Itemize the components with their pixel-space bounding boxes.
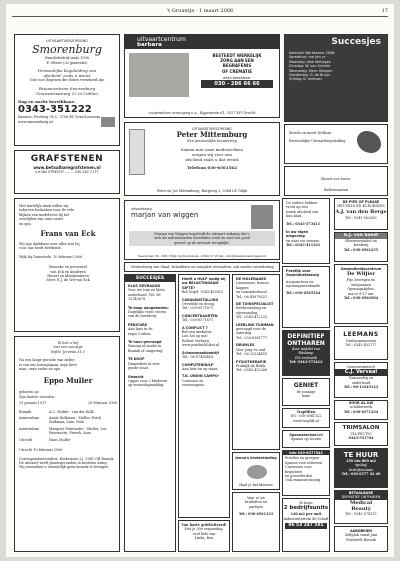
- molenaar-body: Tel.: 0343-412233: [236, 315, 268, 320]
- hulp-body: Aan huis en op maat.: [182, 366, 219, 371]
- marjan-line: Marjan van Wiggen begeleidt de uitvaart zodanig dat u: [154, 232, 250, 236]
- tehuur-line: bedrijfsruimte: [348, 467, 374, 472]
- bedrijfsunits-ad: [282, 498, 330, 552]
- succesje-body: onderhoud. Tel: 06-12345678: [128, 292, 162, 302]
- vlinder-line: Persoonlijke Uitvaartbegeleiding: [289, 139, 346, 143]
- overlijden-date-left: 31 januari 1917: [19, 401, 47, 406]
- verse-line: Ik heb u lief: [57, 341, 79, 345]
- houten-title: VOOR AL UW: [348, 401, 374, 405]
- kletsje-ad: [232, 492, 280, 552]
- succesjes-body: Spreekuur: ma t/m vr: [289, 55, 326, 60]
- vervaal-line: onderhoud: [351, 380, 371, 385]
- tehuur-ad: [334, 448, 388, 488]
- family-names: Annie Kolkman - Muller; Erich Kolkman; Sam, Nola: [49, 416, 102, 425]
- uitvaart-kort-line: en naar uw wensen: [286, 238, 320, 243]
- gezondheidscentrum-line: ontspannen: [350, 282, 372, 287]
- info-spaanse-ad: [282, 450, 330, 496]
- ballonvaarten-line: Ballonvaarten: [323, 188, 349, 192]
- barbara-phone: 030 - 286 66 66: [201, 80, 273, 88]
- succesjes-body: Dinsdag: W. van Schalm: [289, 64, 330, 69]
- barbara-badge: altijd bereikbaar: [223, 75, 251, 80]
- barbara-brand: uitvaartcentrum: [137, 36, 186, 43]
- vervaal-line: Tel.: 06-12345123: [343, 385, 379, 390]
- mittemburg-sub: Een persoonlijke benadering: [187, 139, 237, 144]
- succesje-body: goede staat.: [128, 366, 150, 371]
- soest-line: Bloemenwinkel en: [345, 239, 377, 243]
- molenaar-body: gevraagd voor de: [236, 327, 267, 332]
- marjan-line: gevoel op de uitvaart terugkijkt.: [174, 240, 230, 245]
- vervaal-ad: [334, 362, 388, 398]
- betaalbare-line: Beauty: [351, 505, 371, 512]
- utrechtse-text: Uitvaartzorg van Staal: betaalbare en complete uitvaarten, ook zonder verzekering: [130, 265, 274, 269]
- hulp-body: Schoonmaakbedrijf: [182, 350, 219, 355]
- tehuur-line: Tel.: 030 6577 42 49: [341, 472, 381, 477]
- dank-line: Wij zijn dankbaar voor alles wat hij: [19, 242, 80, 247]
- mittemburg-brand: UITVAARTVERZORGING: [192, 127, 232, 131]
- marjan-name: marjan van wiggen: [131, 211, 199, 220]
- newspaper-page: [6, 4, 394, 557]
- overlijden-line: Zijn laatste woorden: [19, 394, 55, 399]
- mittemburg-phone: Telefoon 030-6561562: [187, 165, 237, 171]
- bedrijfsunits-name: Industrieterrein de Schaft: [283, 516, 329, 521]
- family-city: Bunnik: [19, 409, 32, 414]
- hulp-body: Bel Zegel: 0343-455912: [182, 290, 224, 295]
- aardbeien-line: Fruitteelt Bunnik: [346, 537, 376, 542]
- vlinder-ad: [284, 124, 388, 164]
- page-header: [12, 7, 388, 17]
- hulp-heading: Heeft u HULP nodig bij uw BELASTINGAAN-GIFTE?: [182, 277, 226, 290]
- succesje-title: PEDICURE: [128, 322, 148, 327]
- houten-line: Tel.: 030-6371234: [343, 409, 379, 414]
- lift-ad: [282, 408, 330, 428]
- molenaar-body: Tel.: 06-45678321: [236, 294, 268, 299]
- grafstenen-title: GRAFSTENEN: [30, 154, 104, 164]
- molenaar-body: Sierbestrating en: [236, 306, 267, 311]
- felicitatie-line: Linda, Ron: [194, 536, 214, 541]
- molenaar-heading: DE MOLENAARS: [236, 277, 267, 281]
- tehuur-line: opslag/: [354, 463, 368, 468]
- mittemburg-line: afscheid zoals u dat wenst: [185, 157, 239, 163]
- dank-heading: Frans van Eck: [40, 229, 96, 239]
- felicitatie-line: Van harte gefeliciteerd!: [181, 523, 227, 527]
- succesje-body: Bunnik of omgeving.: [128, 348, 164, 353]
- succesjes-title: Succesjes: [331, 37, 381, 47]
- hulp-body: T.K. UNION CAMPO-: [182, 374, 220, 379]
- mittemburg-name: Peter Mittemburg: [176, 130, 248, 140]
- definitief-line: Tel: 0343-573412: [289, 360, 323, 365]
- grafstenen-ad: [14, 150, 120, 194]
- gezondheidscentrum-line: Fijn bewegen en: [346, 278, 376, 283]
- succesje-body: op woensdagmiddag.: [128, 383, 165, 388]
- verse-line: liefde. Jeremia 31:3: [51, 349, 85, 354]
- molenaar-body: FYSIOTHERAPIE: [236, 359, 267, 364]
- succesje-title: TE KOOP: [128, 357, 145, 362]
- bedrijfsunits-title: Te koop:: [299, 501, 313, 505]
- hulp-body: A CONFLICT ?: [182, 325, 208, 330]
- definitief-line: door middel van: [292, 347, 320, 351]
- overlijden-heading: Eppo Muller: [43, 376, 93, 386]
- barbara-line: ZORG AAN EEN: [220, 58, 254, 64]
- soest-line: Tel.: 030-6561255: [343, 247, 379, 252]
- overlijden-line: Utrecht 10 februari 2006: [19, 448, 63, 453]
- dank-line: Fenneke en personeel: [49, 265, 87, 270]
- mittemburg-line: Samen met onze medewerkers: [180, 146, 244, 152]
- succesjes-body: Vrijdag: B. Vermeer: [289, 77, 323, 82]
- molenaar-body: Praktijk de Brink: [236, 363, 266, 368]
- molenaar-body: DE TUINSPECIALIST: [236, 302, 274, 307]
- ballonvaarten-ad: [284, 188, 388, 196]
- betaalbare-title: BETAALBARE: [335, 491, 387, 495]
- family-names: Hans Muller: [49, 437, 71, 442]
- mittemburg-line: zorgen wij voor een: [192, 152, 232, 158]
- vervaal-name: C.J. Vervaal: [335, 369, 387, 376]
- leemans-title: LEEMANS: [343, 331, 379, 338]
- lift-line: Trapliften: [296, 410, 316, 414]
- trimsalon-ad: [334, 422, 388, 446]
- info-spaanse-title: info 030-6377543: [283, 451, 329, 455]
- smorenburg-brand: UITVAARTVERZORGING: [46, 39, 88, 43]
- kletsje-line: partijen: [249, 504, 263, 509]
- succesjes-body: Maandag: Joke Verhagen: [289, 59, 332, 64]
- molenaar-body: Tel.: 0343-452266: [236, 368, 268, 373]
- smorenburg-line: Ook voor degenen die elders verzekerd zijn: [29, 78, 105, 83]
- hulp-body: Tel.: 030-6571871: [182, 318, 214, 323]
- gezondheidscentrum-ad: [334, 264, 388, 324]
- hulp-body: Overdekt en droog.: [182, 302, 216, 307]
- marjan-photo: [251, 205, 273, 229]
- mittemburg-ad: [124, 122, 280, 196]
- barbara-photo: [129, 53, 189, 97]
- smorenburg-web: www.smorenburg.nl: [18, 119, 53, 124]
- family-names: A.C. Muller - van der Kolk: [49, 409, 94, 414]
- kletsje-heading: Voor al uw: [247, 496, 265, 500]
- bedrijfsunits-tel: 06 53 247 581: [285, 523, 327, 529]
- hulp-body: www.juridischloket.nl: [182, 343, 220, 348]
- kletsje-line: bruiloften en: [244, 500, 268, 505]
- info-spaanse-line: Ook examentraining.: [285, 478, 322, 483]
- lift-line: Tel.: 030-6561122: [290, 414, 322, 419]
- spaanse-title: Spaanseschool.nl: [289, 433, 323, 437]
- smorenburg-line: Bruuncentrum Smorenburg: [38, 85, 96, 91]
- aardbeien-title: AARDBEIEN: [350, 529, 372, 533]
- smorenburg-name: Smorenburg: [32, 43, 102, 57]
- smorenburg-phone: 0343-351222: [18, 104, 92, 116]
- betaalbare-sub: DEFINITIEF ONTHAREN: [335, 495, 387, 499]
- leemans-line: Tel.: 0343-452777: [345, 343, 377, 348]
- molenaar-body: en tuinonderhoud.: [236, 290, 268, 295]
- overlijden-text: is van ons heengegaan, mijn lieve: [19, 362, 77, 367]
- trimsalon-title: TRIMSALON: [342, 425, 380, 431]
- definitief-ad: [282, 330, 330, 376]
- dank-line: Mevr. E.J. de Wit-van Eck: [46, 278, 90, 283]
- overlijden-footer: Correspondentieadres: Kerkstraat 23, 3981 GB Bunnik: [19, 456, 114, 461]
- succesje-body: Voor uw tuin en klein: [128, 288, 165, 293]
- uitvaart-kort-line: Tel.: 0343-411221: [286, 243, 321, 248]
- hulp-body: COMPUTERHULP: [182, 362, 214, 367]
- dank-line: Hassel en kleinkinderen: [47, 274, 89, 279]
- dank-text: iedereen bedanken voor de vele: [19, 208, 75, 213]
- page-header-title: 't Gruuntje · 1 maart 2006: [166, 8, 234, 14]
- barbara-line: BESTEEDT WERKELIJK: [212, 53, 262, 58]
- succesje-title: KLUS GEVRAAGD: [128, 284, 161, 288]
- dank-text: en opa.: [19, 221, 32, 226]
- gezondheid-line: Tel.: 030-6565544: [286, 290, 321, 295]
- smorenburg-sub: Familiebedrijf sinds 1908: [45, 56, 89, 61]
- hulp-body: CARAVANSTALLING: [182, 297, 219, 302]
- spaanse-ad: [282, 430, 330, 448]
- succesje-body: Aan huis in de: [128, 327, 153, 332]
- hulp-body: Robert Verburg: [182, 338, 209, 343]
- succesjes-body: Kalender Werkkamer 2006:: [289, 51, 336, 55]
- marjan-footer: Veerstraat 36 - 3961 Wijk bij Duurstede - 0343-57 23 44 - info@marjanvanwiggen.nl: [137, 253, 267, 258]
- hulp-body: Lou hel op me!: [182, 334, 208, 339]
- felicitatie-ad: [178, 520, 230, 552]
- molenaar-body: LEERLING TUINMAN: [236, 322, 274, 327]
- molenaar-body: DRUMLES: [236, 343, 255, 348]
- uitvaart-kort-line: In uw eigen omgeving: [286, 230, 309, 239]
- barbara-line: OF CREMATIE: [222, 68, 252, 74]
- definitief-line: flitslamp: [298, 351, 314, 356]
- marjan-brand: uitvaartzorg: [131, 207, 152, 211]
- pompe-ad: [334, 198, 388, 230]
- aardbeien-ad: [334, 526, 388, 552]
- family-names: Margriet Paternotte - Muller; Luc Paternotte; Freerk, Sam: [49, 426, 107, 436]
- mirkel-line: Tel.: 0343-573411: [286, 221, 321, 226]
- grafstenen-sub: v.d Bol UTRECHT ........ 030-262 7177: [35, 170, 99, 175]
- family-city: Amsterdam: [19, 426, 39, 431]
- hulp-body: Bel een mediator: [182, 330, 212, 335]
- dankbetuiging-ad: [14, 198, 120, 332]
- pepers-ad: [232, 452, 280, 490]
- molenaar-body: Lentesnoei, bomen kappen: [236, 281, 269, 290]
- family-city: Utrecht: [19, 437, 33, 442]
- felicitatie-line: Met je 30e verjaardag,: [184, 527, 224, 532]
- kletsje-line: Tel.: 030-6561133: [238, 512, 274, 517]
- hulp-body: Caravans en vouwwagens.: [182, 378, 206, 388]
- molenaar-body: zaterdag.: [236, 331, 253, 336]
- leemans-ad: [334, 326, 388, 360]
- succesjes-col-heading: SUCCESJES: [125, 275, 175, 282]
- geniet-ad: [282, 378, 330, 406]
- dank-line: voor ons heeft betekend.: [19, 246, 62, 251]
- hulp-body: Tel.: 030-6571871: [182, 306, 214, 311]
- bedrijfsunits-sub: 140 m2 per unit: [290, 512, 322, 517]
- trimsalon-sub: VIA PECTIO: [350, 432, 372, 436]
- gezondheid-line: natuurgeneeskunde: [286, 284, 321, 289]
- molenaar-body: Tel.: 030-6561777: [236, 335, 268, 340]
- betaalbare-tel: Tel.: 0343-574115: [345, 511, 377, 516]
- succesje-body: van de boerderij.: [128, 314, 158, 319]
- lift-line: www.traplift.nl: [293, 418, 319, 423]
- geniet-line: de zonnige: [296, 390, 316, 394]
- steeds-line: Steeds een kaars.: [320, 177, 352, 181]
- gezondheidscentrum-title: Gezondheidscentrum: [340, 267, 382, 271]
- dank-text: Met hartelijk dank willen wij: [19, 204, 69, 208]
- dank-line: Wijk bij Duurstede, 10 februari 2006: [19, 254, 83, 259]
- vlinder-line: Moede en moed Welkom: [289, 131, 332, 135]
- pepers-line: Haal je het kleinste: [239, 482, 273, 487]
- gezondheidscentrum-line: Openingstijden:: [347, 287, 375, 292]
- barbara-banner: [125, 35, 280, 49]
- houten-ad: [334, 400, 388, 420]
- vervaal-title: Hoveniersbedrijf: [347, 365, 375, 369]
- betaalbare-line: Medical: [349, 499, 373, 506]
- pepers-title: Jenna's kinderkleding: [235, 456, 277, 460]
- info-spaanse-line: Spaans voor iedereen: [285, 460, 323, 465]
- tehuur-line: 150 t/m 800 m2: [345, 459, 377, 463]
- pompe-title: DE PIPE OF PLEASE: [342, 200, 380, 204]
- soest-line: kwekerij: [353, 243, 369, 248]
- succesje-body: regio Cothen.: [128, 331, 152, 336]
- smorenburg-address: Kantoor: Postweg 35 C, 3706 BV Zeist/Leersum: [18, 115, 100, 120]
- gezondheid-brand: Praktijk voor Gezondheidszorg: [286, 269, 319, 278]
- info-spaanse-line: Cursussen voor beginners: [285, 465, 312, 474]
- definitief-sub: ONTHAREN: [287, 340, 325, 347]
- hulp-column: [178, 274, 230, 518]
- mirkel-ad: [282, 198, 330, 264]
- overlijden-footer: De uitvaart heeft plaatsgevonden in besloten kring.: [19, 460, 108, 465]
- smorenburg-line: Gouwestraatweg 12 in Cothen: [36, 91, 98, 97]
- tehuur-title: TE HUUR: [343, 451, 379, 459]
- child-figure-icon: [247, 465, 267, 479]
- marjan-line: zich als nabestaanden betrokken voelt en met een goed: [154, 236, 250, 241]
- betaalbare-ad: [334, 490, 388, 524]
- smorenburg-logo-icon: [101, 117, 115, 127]
- mirkel-line: warm afscheid van hun kind.: [286, 209, 319, 219]
- geniet-line: lente: [301, 394, 311, 399]
- succesje-body: Oppas voor 2 kinderen: [128, 378, 168, 383]
- trimsalon-tel: 0343-551704: [348, 436, 374, 441]
- molenaar-column: [232, 274, 280, 450]
- definitief-title: DEFINITIEF: [287, 333, 325, 340]
- butterfly-icon: [357, 131, 381, 153]
- overlijden-footer: Wij verzoeken u vriendelijk geen bezoek te brengen.: [19, 465, 110, 470]
- overlijden-text: man, onze vader en opa: [19, 367, 60, 372]
- houten-line: schilderwerk: [349, 405, 373, 410]
- vervaal-line: Tuinaanleg en: [348, 376, 374, 381]
- pompe-tel: Tel.: 0343-562300: [345, 215, 377, 220]
- barbara-ad: [124, 34, 280, 118]
- succesje-title: Te huur gevraagd: [128, 340, 162, 345]
- succesje-body: Dagelijks verse eieren: [128, 310, 167, 315]
- smorenburg-ad: [14, 34, 120, 146]
- bedrijfsunits-headline: 2 bedrijfsunits: [283, 505, 329, 512]
- gezondheidscentrum-line: ma-vr 9-17 uur: [348, 291, 374, 296]
- felicitatie-line: veel liefs van: [192, 531, 216, 536]
- info-spaanse-line: Privéles en groepen: [285, 456, 320, 461]
- succesje-title: Gezocht: [128, 374, 144, 379]
- barbara-name: barbara: [137, 42, 162, 48]
- family-city: Amsterdam: [19, 416, 39, 421]
- gezondheid-ad: [282, 266, 330, 328]
- molenaar-body: Tel.: 06-22334455: [236, 352, 268, 357]
- smorenburg-sub: F. Olivier (3e generatie): [46, 60, 88, 65]
- gezondheidscentrum-line: Tel.: 030-6562984: [343, 296, 379, 301]
- page-number: 17: [381, 8, 388, 14]
- info-spaanse-line: en gevorderden: [285, 474, 313, 479]
- overlijden-ad: [14, 336, 120, 552]
- soest-ad: [334, 232, 388, 262]
- molenaar-body: vijveraanleg.: [236, 310, 259, 315]
- gezondheid-line: Acupunctuur en: [286, 279, 314, 284]
- dank-text: overlijden van onze vader: [19, 217, 64, 222]
- barbara-line: BEGRAFENIS: [222, 63, 252, 69]
- leemans-line: Grafmonumenten: [345, 339, 377, 343]
- smorenburg-line: Persoonlijke begeleiding van: [37, 68, 97, 74]
- overlijden-date-right: 28 februari 2006: [87, 401, 117, 406]
- smorenburg-phone-label: Dag en nacht bereikbaar:: [18, 99, 76, 105]
- verse-line: met een eeuwige: [53, 345, 83, 350]
- hulp-body: Tel.: 06-57480416: [182, 355, 214, 360]
- succesjes-body: Woensdag: Mevr. Klepper: [289, 68, 333, 73]
- dank-text: blijken van medeleven bij het: [19, 212, 70, 217]
- succesje-body: Woning of studio in: [128, 344, 162, 349]
- barbara-footer: coöperatieve vereniging u.a., Eggenstein 61, 3527 XP Utrecht: [148, 110, 256, 115]
- succesjes-body: Donderdag: G. de Bruijn: [289, 73, 331, 78]
- pompe-sub: HEUVELS EN KLEURINGS: [337, 204, 385, 209]
- succesje-body: Damesfiets in zeer: [128, 361, 160, 366]
- molenaar-body: Voor jong en oud.: [236, 347, 267, 352]
- hulp-body: CONCERTKAARTEN: [182, 313, 218, 318]
- utrechtse-ad: [124, 262, 280, 272]
- aardbeien-line: Zelfpluk vanaf juni: [344, 533, 378, 538]
- overlijden-text: Na een lange periode van ziekte: [19, 358, 75, 363]
- dank-line: van Eck en kinderen: [50, 269, 86, 274]
- marjan-ad: [124, 200, 280, 260]
- succesjes-column: [124, 274, 176, 552]
- soest-title: G.J. van Soest: [335, 233, 387, 239]
- definitief-line: IPL-techniek: [295, 355, 317, 360]
- succesje-title: Te koop aangeboden:: [128, 305, 169, 310]
- mittemburg-flower-icon: [129, 129, 145, 175]
- overlijden-line: geboren op: [19, 390, 39, 395]
- spaanse-line: Spaans op locatie: [290, 437, 322, 442]
- smorenburg-line: afscheid, zoals u wenst: [43, 73, 91, 79]
- pompe-name: A.J. van den Berge: [335, 208, 387, 215]
- succesjes-header-block: [284, 34, 388, 122]
- mirkel-line: De ouders hebben recht op een: [286, 201, 318, 210]
- geniet-title: GENIET: [293, 382, 319, 389]
- mittemburg-footer: Peter en Jos Mittemburg, Burgweg 2, 3984 LE Odijk: [156, 188, 248, 193]
- grafstenen-web: www.betaalbaregrafstenen.nl: [33, 165, 101, 170]
- gezondheidscentrum-name: De Wiljier: [346, 271, 376, 278]
